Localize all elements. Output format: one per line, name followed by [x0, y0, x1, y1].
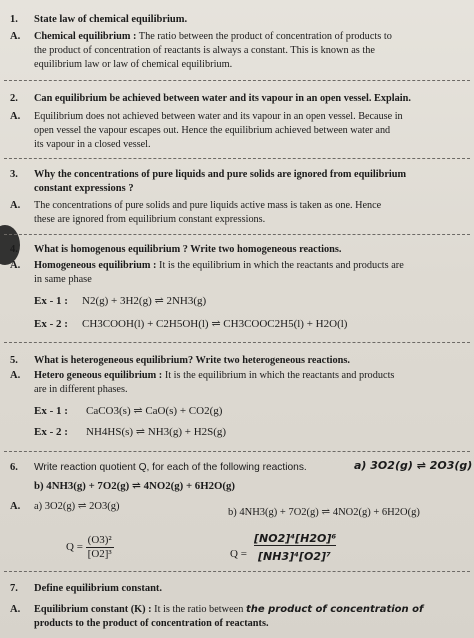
q6-quotient-a	[66, 534, 114, 561]
q6-answer-a: a) 3O2(g) ⇌ 2O3(g)	[34, 501, 120, 512]
q4-number: 4.	[10, 244, 18, 255]
q5-number: 5.	[10, 355, 18, 366]
q5-question: What is heterogeneous equilibrium? Write two heterogeneous reactions.	[34, 355, 350, 366]
q6-quotient-b-denominator: [NH3]⁴[O2]⁷	[258, 550, 331, 563]
q3-answer-line1: The concentrations of pure solids and pure liquids active mass is taken as one. Hence	[34, 200, 382, 211]
q7-answer-line2-text: products to the product of concentration of reactants.	[34, 618, 269, 629]
divider	[4, 571, 470, 572]
q7-answer-line1	[34, 603, 423, 616]
q7-answer-term: Equilibrium constant (K) :	[34, 604, 152, 615]
q1-answer-label: A.	[10, 31, 21, 42]
q1-answer-term: Chemical equilibrium :	[34, 31, 137, 42]
q3-number: 3.	[10, 169, 18, 180]
q7-answer-handwritten: the product of concentration of	[245, 604, 424, 615]
q6-part-b: b) 4NH3(g) + 7O2(g) ⇌ 4NO2(g) + 6H2O(g)	[34, 480, 235, 492]
q3-question-line2: constant expressions ?	[34, 183, 134, 194]
q1-answer-line2: the product of concentration of reactants is always a constant. This is known as the	[34, 45, 375, 56]
q1-answer-line3: equilibrium law or law of chemical equilibrium.	[34, 59, 233, 70]
divider	[4, 451, 470, 452]
q4-answer-text1: It is the equilibrium in which the reactants and products are	[159, 260, 404, 271]
q6-number: 6.	[10, 462, 18, 473]
q6-answer-label: A.	[10, 501, 21, 512]
q7-number: 7.	[10, 583, 18, 594]
q6-quotient-a-denominator: [O2]³	[87, 548, 112, 560]
q5-ex1-equation: CaCO3(s) ⇌ CaO(s) + CO2(g)	[86, 405, 223, 417]
q3-answer-label: A.	[10, 200, 21, 211]
q5-answer-term: Hetero geneous equilibrium :	[34, 370, 163, 381]
q4-ex2-label: Ex - 2 :	[34, 318, 68, 330]
q5-ex2-equation: NH4HS(s) ⇌ NH3(g) + H2S(g)	[86, 426, 227, 438]
q7-answer-line2	[34, 617, 269, 630]
q5-answer-text1: It is the equilibrium in which the reactants and products	[164, 370, 395, 381]
q5-answer-label: A.	[10, 370, 21, 381]
q1-answer-line1	[34, 30, 392, 43]
q5-ex1-label: Ex - 1 :	[34, 405, 68, 417]
q3-question-line1: Why the concentrations of pure liquids and pure solids are ignored from equilibrium	[34, 169, 407, 180]
q2-number: 2.	[10, 93, 18, 104]
q6-question: Write reaction quotient Q, for each of the following reactions.	[34, 462, 307, 473]
q3-answer-line2: these are ignored from equilibrium constant expressions.	[34, 214, 266, 225]
q2-answer-line2: open vessel the vapour escapes out. Hence the equilibrium achieved between water and	[34, 125, 391, 136]
q7-answer-text1: It is the ratio between	[154, 604, 244, 615]
q4-ex1-equation: N2(g) + 3H2(g) ⇌ 2NH3(g)	[82, 295, 207, 307]
q1-number: 1.	[10, 14, 18, 25]
divider	[4, 158, 470, 159]
q6-quotient-b-label: Q =	[230, 548, 247, 560]
q5-ex2-label: Ex - 2 :	[34, 426, 68, 438]
q4-answer-term: Homogeneous equilibrium :	[34, 260, 157, 271]
q7-question: Define equilibrium constant.	[34, 583, 163, 594]
q4-ex1-label: Ex - 1 :	[34, 295, 68, 307]
divider	[4, 234, 470, 235]
q4-answer-line2: in same phase	[34, 274, 92, 285]
q2-answer-line1: Equilibrium does not achieved between water and its vapour in an open vessel. Because in	[34, 111, 403, 122]
q6-quotient-a-fraction	[86, 534, 114, 561]
q4-answer-line1	[34, 259, 404, 272]
q4-ex2-equation: CH3COOH(l) + C2H5OH(l) ⇌ CH3COOC2H5(l) + H2O(l)	[82, 318, 348, 330]
divider	[4, 342, 470, 343]
q6-handwritten-part-a: a) 3O2(g) ⇌ 2O3(g)	[354, 459, 473, 472]
q2-answer-label: A.	[10, 111, 21, 122]
q6-quotient-a-label: Q =	[66, 541, 83, 554]
q5-answer-line2: are in different phases.	[34, 384, 128, 395]
q2-answer-line3: its vapour in a closed vessel.	[34, 139, 151, 150]
q6-quotient-b-numerator: [NO2]⁴[H2O]⁶	[254, 532, 337, 545]
q1-answer-text1: The ratio between the product of concentration of products to	[138, 31, 392, 42]
q6-answer-b: b) 4NH3(g) + 7O2(g) ⇌ 4NO2(g) + 6H2O(g)	[228, 507, 420, 518]
q5-answer-line1	[34, 369, 394, 382]
q7-answer-label: A.	[10, 604, 21, 615]
divider	[4, 80, 470, 81]
q4-question: What is homogenous equilibrium ? Write two homogeneous reactions.	[34, 244, 342, 255]
q6-quotient-a-numerator: (O3)²	[87, 534, 112, 546]
q2-question: Can equilibrium be achieved between water and its vapour in an open vessel. Explain.	[34, 93, 411, 104]
q1-question: State law of chemical equilibrium.	[34, 14, 188, 25]
q4-answer-label: A.	[10, 260, 21, 271]
